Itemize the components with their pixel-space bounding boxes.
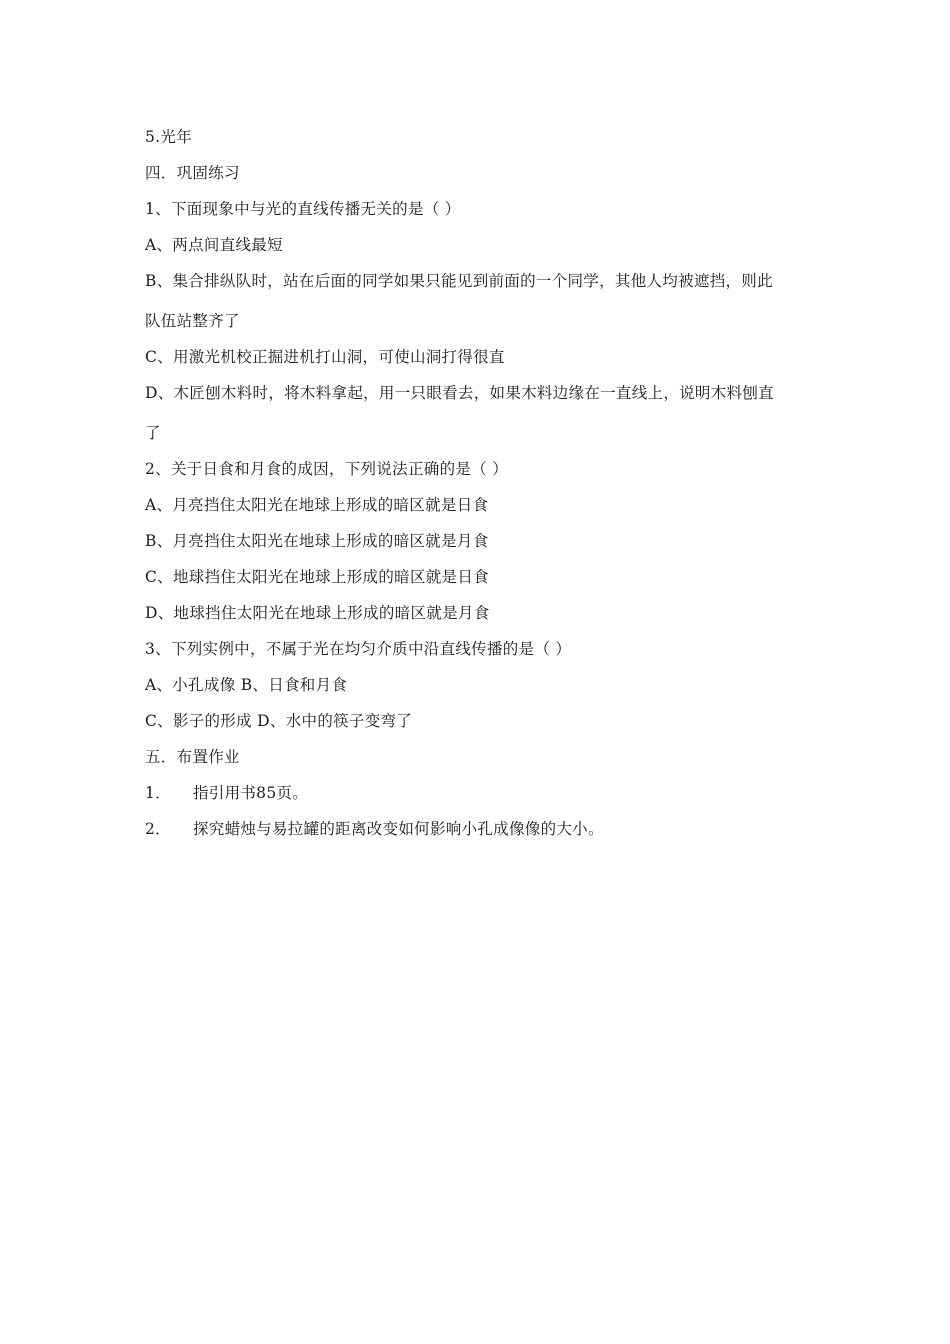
homework-item-text: 指引用书85页。 xyxy=(192,784,309,802)
question-3-options-cd: C、影子的形成 D、水中的筷子变弯了 xyxy=(145,712,413,730)
question-2: 2、关于日食和月食的成因，下列说法正确的是（ ） xyxy=(145,460,508,478)
question-1-option-c: C、用激光机校正掘进机打山洞，可使山洞打得很直 xyxy=(145,348,505,366)
question-1: 1、下面现象中与光的直线传播无关的是（ ） xyxy=(145,200,461,218)
question-2-option-d: D、地球挡住太阳光在地球上形成的暗区就是月食 xyxy=(145,604,490,622)
question-2-option-a: A、月亮挡住太阳光在地球上形成的暗区就是日食 xyxy=(145,496,489,514)
homework-item-text: 探究蜡烛与易拉罐的距离改变如何影响小孔成像像的大小。 xyxy=(192,820,604,838)
question-2-option-b: B、月亮挡住太阳光在地球上形成的暗区就是月食 xyxy=(145,532,489,550)
question-1-option-a: A、两点间直线最短 xyxy=(145,236,283,254)
homework-item-2 xyxy=(145,816,810,852)
question-1-option-b: B、集合排纵队时，站在后面的同学如果只能见到前面的一个同学，其他人均被遮挡，则此 xyxy=(145,272,773,290)
document-body xyxy=(145,124,810,852)
homework-item-1 xyxy=(145,780,810,816)
question-2-option-c: C、地球挡住太阳光在地球上形成的暗区就是日食 xyxy=(145,568,489,586)
section-heading-homework: 五．布置作业 xyxy=(145,748,240,766)
homework-item-number: 2． xyxy=(145,820,171,838)
question-1-option-d: D、木匠刨木料时，将木料拿起，用一只眼看去，如果木料边缘在一直线上，说明木料刨直 xyxy=(145,384,774,402)
question-3: 3、下列实例中，不属于光在均匀介质中沿直线传播的是（ ） xyxy=(145,640,572,658)
question-1-option-d-continued: 了 xyxy=(145,424,161,442)
section-heading-consolidation: 四．巩固练习 xyxy=(145,164,240,182)
question-1-option-b-continued: 队伍站整齐了 xyxy=(145,312,240,330)
question-3-options-ab: A、小孔成像 B、日食和月食 xyxy=(145,676,348,694)
list-item-5: 5.光年 xyxy=(145,128,192,146)
homework-item-number: 1． xyxy=(145,784,171,802)
